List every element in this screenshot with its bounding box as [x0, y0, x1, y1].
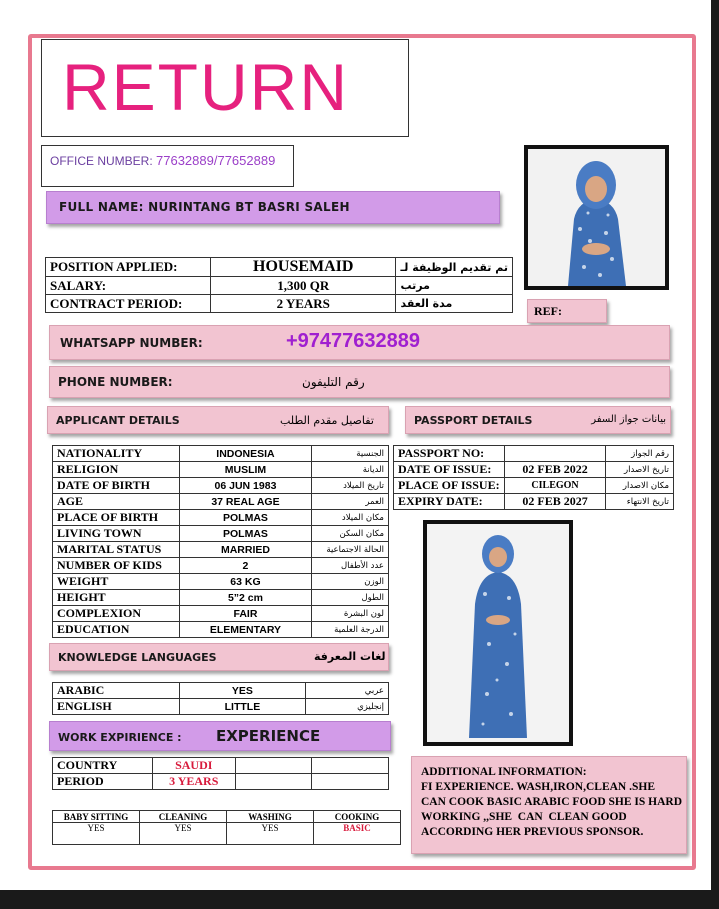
passport-arabic: تاريخ الاصدار — [606, 462, 674, 478]
work-table — [52, 757, 389, 790]
passport-row — [394, 478, 674, 494]
position-value: HOUSEMAID — [211, 258, 396, 277]
languages-title: KNOWLEDGE LANGUAGES — [58, 651, 217, 664]
position-label: POSITION APPLIED: — [46, 258, 211, 277]
applicant-value: POLMAS — [179, 526, 311, 542]
passport-details-bar — [405, 406, 671, 434]
applicant-value: FAIR — [179, 606, 311, 622]
passport-label: PASSPORT NO: — [394, 446, 505, 462]
position-row — [46, 258, 513, 277]
position-row — [46, 295, 513, 313]
passport-row — [394, 446, 674, 462]
applicant-row — [53, 462, 389, 478]
country-label: COUNTRY — [53, 758, 153, 774]
applicant-label: NUMBER OF KIDS — [53, 558, 180, 574]
applicant-details-bar — [47, 406, 389, 434]
applicant-row — [53, 558, 389, 574]
skills-value-row — [53, 823, 401, 845]
skill-header: WASHING — [227, 811, 314, 823]
woman-in-hijab-photo — [528, 149, 665, 286]
passport-value — [504, 446, 606, 462]
language-value: LITTLE — [179, 699, 306, 715]
language-value: YES — [179, 683, 306, 699]
passport-value: 02 FEB 2022 — [504, 462, 606, 478]
applicant-row — [53, 494, 389, 510]
applicant-value: MUSLIM — [179, 462, 311, 478]
empty-cell — [235, 758, 312, 774]
passport-arabic: مكان الاصدار — [606, 478, 674, 494]
applicant-value: ELEMENTARY — [179, 622, 311, 638]
skills-table — [52, 810, 401, 845]
applicant-arabic: مكان السكن — [312, 526, 389, 542]
work-experience-bar — [49, 721, 391, 751]
skill-header: BABY SITTING — [53, 811, 140, 823]
position-arabic: تم تقديم الوظيفة لـ — [396, 258, 513, 277]
applicant-value: 06 JUN 1983 — [179, 478, 311, 494]
applicant-row — [53, 606, 389, 622]
skill-value: YES — [140, 823, 227, 845]
applicant-row — [53, 542, 389, 558]
passport-label: EXPIRY DATE: — [394, 494, 505, 510]
applicant-value: INDONESIA — [179, 446, 311, 462]
applicant-row — [53, 510, 389, 526]
language-label: ENGLISH — [53, 699, 180, 715]
applicant-arabic: لون البشرة — [312, 606, 389, 622]
ref-box — [527, 299, 607, 323]
applicant-table — [52, 445, 389, 638]
passport-details-title-arabic: بيانات جواز السفر — [591, 414, 666, 425]
applicant-row — [53, 446, 389, 462]
applicant-photo-full — [423, 520, 573, 746]
applicant-value: 63 KG — [179, 574, 311, 590]
applicant-value: MARRIED — [179, 542, 311, 558]
applicant-label: HEIGHT — [53, 590, 180, 606]
skill-header: COOKING — [314, 811, 401, 823]
position-table — [45, 257, 513, 313]
return-stamp: RETURN — [62, 50, 349, 124]
position-row — [46, 277, 513, 295]
skills-header-row — [53, 811, 401, 823]
applicant-arabic: الحالة الاجتماعية — [312, 542, 389, 558]
office-number-label: OFFICE NUMBER: — [50, 154, 157, 168]
skill-value: BASIC — [314, 823, 401, 845]
phone-bar — [49, 366, 670, 398]
passport-arabic: رقم الجواز — [606, 446, 674, 462]
ref-label: REF: — [534, 304, 562, 318]
passport-row — [394, 462, 674, 478]
additional-info-text: ADDITIONAL INFORMATION: FI EXPERIENCE. WASH,IRON,CLEAN .SHE CAN COOK BASIC ARABIC FOOD SHE IS HARD WORKING ,,SHE CAN CLEAN GOOD ACCORDING HER PREVIOUS SPONSOR. — [421, 766, 683, 838]
applicant-arabic: الطول — [312, 590, 389, 606]
passport-label: DATE OF ISSUE: — [394, 462, 505, 478]
passport-row — [394, 494, 674, 510]
applicant-row — [53, 526, 389, 542]
position-arabic: مرتب — [396, 277, 513, 295]
applicant-arabic: العمر — [312, 494, 389, 510]
work-experience-label: WORK EXPIRIENCE : — [58, 731, 182, 744]
applicant-label: LIVING TOWN — [53, 526, 180, 542]
full-name: FULL NAME: NURINTANG BT BASRI SALEH — [59, 200, 350, 214]
phone-label-arabic: رقم التليفون — [302, 375, 365, 389]
work-row-period — [53, 774, 389, 790]
applicant-label: WEIGHT — [53, 574, 180, 590]
applicant-arabic: الجنسية — [312, 446, 389, 462]
languages-title-arabic: لغات المعرفة — [314, 650, 386, 663]
applicant-row — [53, 622, 389, 638]
work-experience-value: EXPERIENCE — [216, 727, 321, 745]
position-label: SALARY: — [46, 277, 211, 295]
applicant-label: MARITAL STATUS — [53, 542, 180, 558]
applicant-arabic: الوزن — [312, 574, 389, 590]
applicant-row — [53, 478, 389, 494]
phone-label: PHONE NUMBER: — [58, 375, 173, 389]
language-label: ARABIC — [53, 683, 180, 699]
applicant-row — [53, 574, 389, 590]
applicant-label: PLACE OF BIRTH — [53, 510, 180, 526]
woman-in-hijab-full-photo — [427, 524, 569, 742]
passport-value: 02 FEB 2027 — [504, 494, 606, 510]
applicant-arabic: تاريخ الميلاد — [312, 478, 389, 494]
language-arabic: إنجليزي — [306, 699, 389, 715]
passport-label: PLACE OF ISSUE: — [394, 478, 505, 494]
whatsapp-number: +97477632889 — [286, 330, 421, 352]
empty-cell — [312, 774, 389, 790]
applicant-details-title-arabic: تفاصيل مقدم الطلب — [280, 414, 374, 427]
period-label: PERIOD — [53, 774, 153, 790]
applicant-arabic: الدرجة العلمية — [312, 622, 389, 638]
whatsapp-label: WHATSAPP NUMBER: — [60, 336, 203, 350]
country-value: SAUDI — [152, 758, 235, 774]
position-value: 1,300 QR — [211, 277, 396, 295]
skill-header: CLEANING — [140, 811, 227, 823]
applicant-row — [53, 590, 389, 606]
additional-info-box — [411, 756, 687, 854]
passport-details-title: PASSPORT DETAILS — [414, 414, 533, 427]
applicant-label: AGE — [53, 494, 180, 510]
language-row — [53, 699, 389, 715]
full-name-bar — [46, 191, 500, 224]
position-arabic: مدة العقد — [396, 295, 513, 313]
language-arabic: عربي — [306, 683, 389, 699]
applicant-label: RELIGION — [53, 462, 180, 478]
applicant-label: COMPLEXION — [53, 606, 180, 622]
applicant-arabic: مكان الميلاد — [312, 510, 389, 526]
applicant-label: NATIONALITY — [53, 446, 180, 462]
applicant-arabic: عدد الأطفال — [312, 558, 389, 574]
empty-cell — [235, 774, 312, 790]
applicant-photo-portrait — [524, 145, 669, 290]
empty-cell — [312, 758, 389, 774]
languages-table — [52, 682, 389, 715]
work-row-country — [53, 758, 389, 774]
languages-bar — [49, 643, 389, 671]
position-value: 2 YEARS — [211, 295, 396, 313]
applicant-label: EDUCATION — [53, 622, 180, 638]
whatsapp-bar — [49, 325, 670, 360]
passport-table — [393, 445, 674, 510]
applicant-value: POLMAS — [179, 510, 311, 526]
skill-value: YES — [227, 823, 314, 845]
applicant-value: 37 REAL AGE — [179, 494, 311, 510]
position-label: CONTRACT PERIOD: — [46, 295, 211, 313]
applicant-value: 2 — [179, 558, 311, 574]
office-number-value: 77632889/77652889 — [156, 153, 276, 168]
skill-value: YES — [53, 823, 140, 845]
applicant-details-title: APPLICANT DETAILS — [56, 414, 180, 427]
applicant-arabic: الديانة — [312, 462, 389, 478]
language-row — [53, 683, 389, 699]
passport-arabic: تاريخ الانتهاء — [606, 494, 674, 510]
office-number — [50, 153, 275, 168]
passport-value: CILEGON — [504, 478, 606, 494]
applicant-value: 5”2 cm — [179, 590, 311, 606]
period-value: 3 YEARS — [152, 774, 235, 790]
applicant-label: DATE OF BIRTH — [53, 478, 180, 494]
